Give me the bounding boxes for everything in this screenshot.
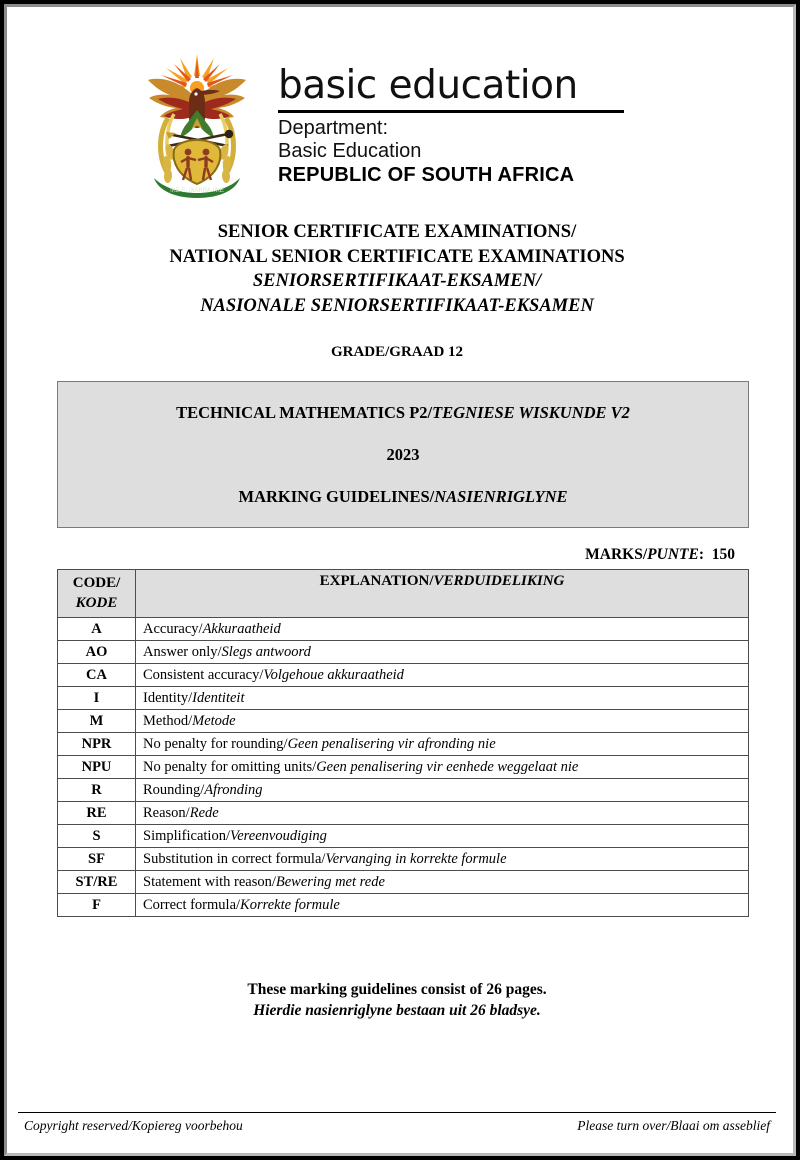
- explanation-en: Method/: [143, 712, 193, 729]
- page-count-note: [18, 979, 776, 1021]
- code-cell: R: [58, 779, 136, 802]
- explanation-af: Identiteit: [192, 689, 245, 706]
- total-marks: [18, 546, 735, 564]
- column-header-explanation-af: VERDUIDELIKING: [433, 573, 565, 589]
- explanation-cell: [136, 871, 749, 894]
- marks-separator: :: [698, 546, 704, 563]
- table-row: [58, 756, 749, 779]
- subject-name-af: TEGNIESE WISKUNDE V2: [432, 403, 630, 422]
- subject-info-box: [57, 381, 749, 528]
- exam-title-line-3: SENIORSERTIFIKAAT-EKSAMEN/: [252, 271, 542, 291]
- turn-over-notice: Please turn over/Blaai om asseblief: [577, 1118, 770, 1133]
- explanation-en: Correct formula/: [143, 896, 241, 913]
- column-header-code-en: CODE/: [72, 575, 121, 591]
- brand-block: [278, 48, 624, 187]
- subject-line: [68, 403, 738, 423]
- exam-title-block: [18, 220, 776, 318]
- copyright-notice: Copyright reserved/Kopiereg voorbehou: [24, 1118, 243, 1133]
- marks-label-en: MARKS/: [585, 546, 648, 563]
- page-content: [4, 4, 790, 1150]
- explanation-en: Accuracy/: [143, 620, 203, 637]
- explanation-af: Bewering met rede: [275, 873, 385, 890]
- page-footer: [18, 1112, 776, 1134]
- column-header-explanation: [136, 570, 749, 618]
- table-row: [58, 894, 749, 917]
- explanation-cell: [136, 664, 749, 687]
- explanation-af: Korrekte formule: [240, 896, 340, 913]
- explanation-af: Slegs antwoord: [221, 643, 311, 660]
- explanation-en: Substitution in correct formula/: [143, 850, 326, 867]
- explanation-af: Vereenvoudiging: [230, 827, 327, 844]
- marks-value: 150: [711, 546, 735, 563]
- explanation-cell: [136, 825, 749, 848]
- explanation-en: Simplification/: [143, 827, 230, 844]
- explanation-en: Identity/: [143, 689, 193, 706]
- code-cell: A: [58, 618, 136, 641]
- code-cell: SF: [58, 848, 136, 871]
- table-row: [58, 802, 749, 825]
- exam-title-line-2: NATIONAL SENIOR CERTIFICATE EXAMINATIONS: [169, 246, 625, 267]
- table-row: [58, 710, 749, 733]
- code-cell: I: [58, 687, 136, 710]
- page-count-note-en: These marking guidelines consist of 26 pages.: [247, 981, 547, 998]
- explanation-cell: [136, 618, 749, 641]
- explanation-en: Reason/: [143, 804, 190, 821]
- explanation-af: Metode: [192, 712, 236, 729]
- department-label: Department:: [278, 117, 389, 139]
- explanation-af: Vervanging in korrekte formule: [325, 850, 507, 867]
- page-count-note-af: Hierdie nasienriglyne bestaan uit 26 bladsye.: [253, 1002, 541, 1019]
- explanation-en: Answer only/: [143, 643, 222, 660]
- explanation-af: Geen penalisering vir afronding nie: [287, 735, 496, 752]
- column-header-code: [58, 570, 136, 618]
- code-cell: M: [58, 710, 136, 733]
- explanation-cell: [136, 641, 749, 664]
- explanation-cell: [136, 779, 749, 802]
- explanation-cell: [136, 802, 749, 825]
- marks-label-af: PUNTE: [647, 546, 699, 563]
- code-cell: RE: [58, 802, 136, 825]
- table-header-row: [58, 570, 749, 618]
- table-row: [58, 664, 749, 687]
- column-header-explanation-en: EXPLANATION/: [319, 573, 434, 589]
- code-cell: AO: [58, 641, 136, 664]
- table-row: [58, 871, 749, 894]
- document-type-en: MARKING GUIDELINES/: [238, 487, 435, 506]
- table-row: [58, 641, 749, 664]
- exam-title-line-4: NASIONALE SENIORSERTIFIKAAT-EKSAMEN: [200, 295, 594, 316]
- code-cell: NPU: [58, 756, 136, 779]
- code-cell: S: [58, 825, 136, 848]
- country-label: REPUBLIC OF SOUTH AFRICA: [278, 164, 575, 186]
- explanation-af: Akkuraatheid: [202, 620, 281, 637]
- masthead: [18, 4, 776, 200]
- table-row: [58, 848, 749, 871]
- code-cell: NPR: [58, 733, 136, 756]
- explanation-cell: [136, 687, 749, 710]
- brand-title: basic education: [278, 63, 578, 108]
- exam-year: 2023: [386, 445, 420, 464]
- table-row: [58, 687, 749, 710]
- document-type-af: NASIENRIGLYNE: [434, 487, 568, 506]
- explanation-en: Rounding/: [143, 781, 205, 798]
- table-row: [58, 618, 749, 641]
- document-type-line: [68, 487, 738, 507]
- explanation-en: Consistent accuracy/: [143, 666, 264, 683]
- svg-text:!KE E: /XARRA //KE: !KE E: /XARRA //KE: [170, 188, 224, 194]
- department-name: Basic Education: [278, 140, 422, 162]
- explanation-en: Statement with reason/: [143, 873, 276, 890]
- grade-label: GRADE/GRAAD 12: [330, 344, 464, 360]
- explanation-cell: [136, 894, 749, 917]
- explanation-af: Rede: [189, 804, 219, 821]
- explanation-af: Geen penalisering vir eenhede weggelaat nie: [316, 758, 579, 775]
- explanation-en: No penalty for omitting units/: [143, 758, 317, 775]
- explanation-cell: [136, 848, 749, 871]
- explanation-cell: [136, 710, 749, 733]
- footer-divider: [18, 1112, 776, 1113]
- table-row: [58, 733, 749, 756]
- table-row: [58, 825, 749, 848]
- explanation-cell: [136, 756, 749, 779]
- explanation-af: Afronding: [204, 781, 263, 798]
- south-african-coat-of-arms-icon: [136, 48, 258, 200]
- code-cell: F: [58, 894, 136, 917]
- explanation-cell: [136, 733, 749, 756]
- footer-row: [18, 1118, 776, 1134]
- column-header-code-af: KODE: [75, 595, 118, 611]
- explanation-en: No penalty for rounding/: [143, 735, 288, 752]
- table-row: [58, 779, 749, 802]
- explanation-af: Volgehoue akkuraatheid: [263, 666, 404, 683]
- code-cell: CA: [58, 664, 136, 687]
- code-cell: ST/RE: [58, 871, 136, 894]
- brand-underline: [278, 110, 624, 113]
- exam-title-line-1: SENIOR CERTIFICATE EXAMINATIONS/: [217, 222, 577, 242]
- subject-name-en: TECHNICAL MATHEMATICS P2/: [176, 403, 433, 422]
- marking-codes-table: [57, 569, 749, 917]
